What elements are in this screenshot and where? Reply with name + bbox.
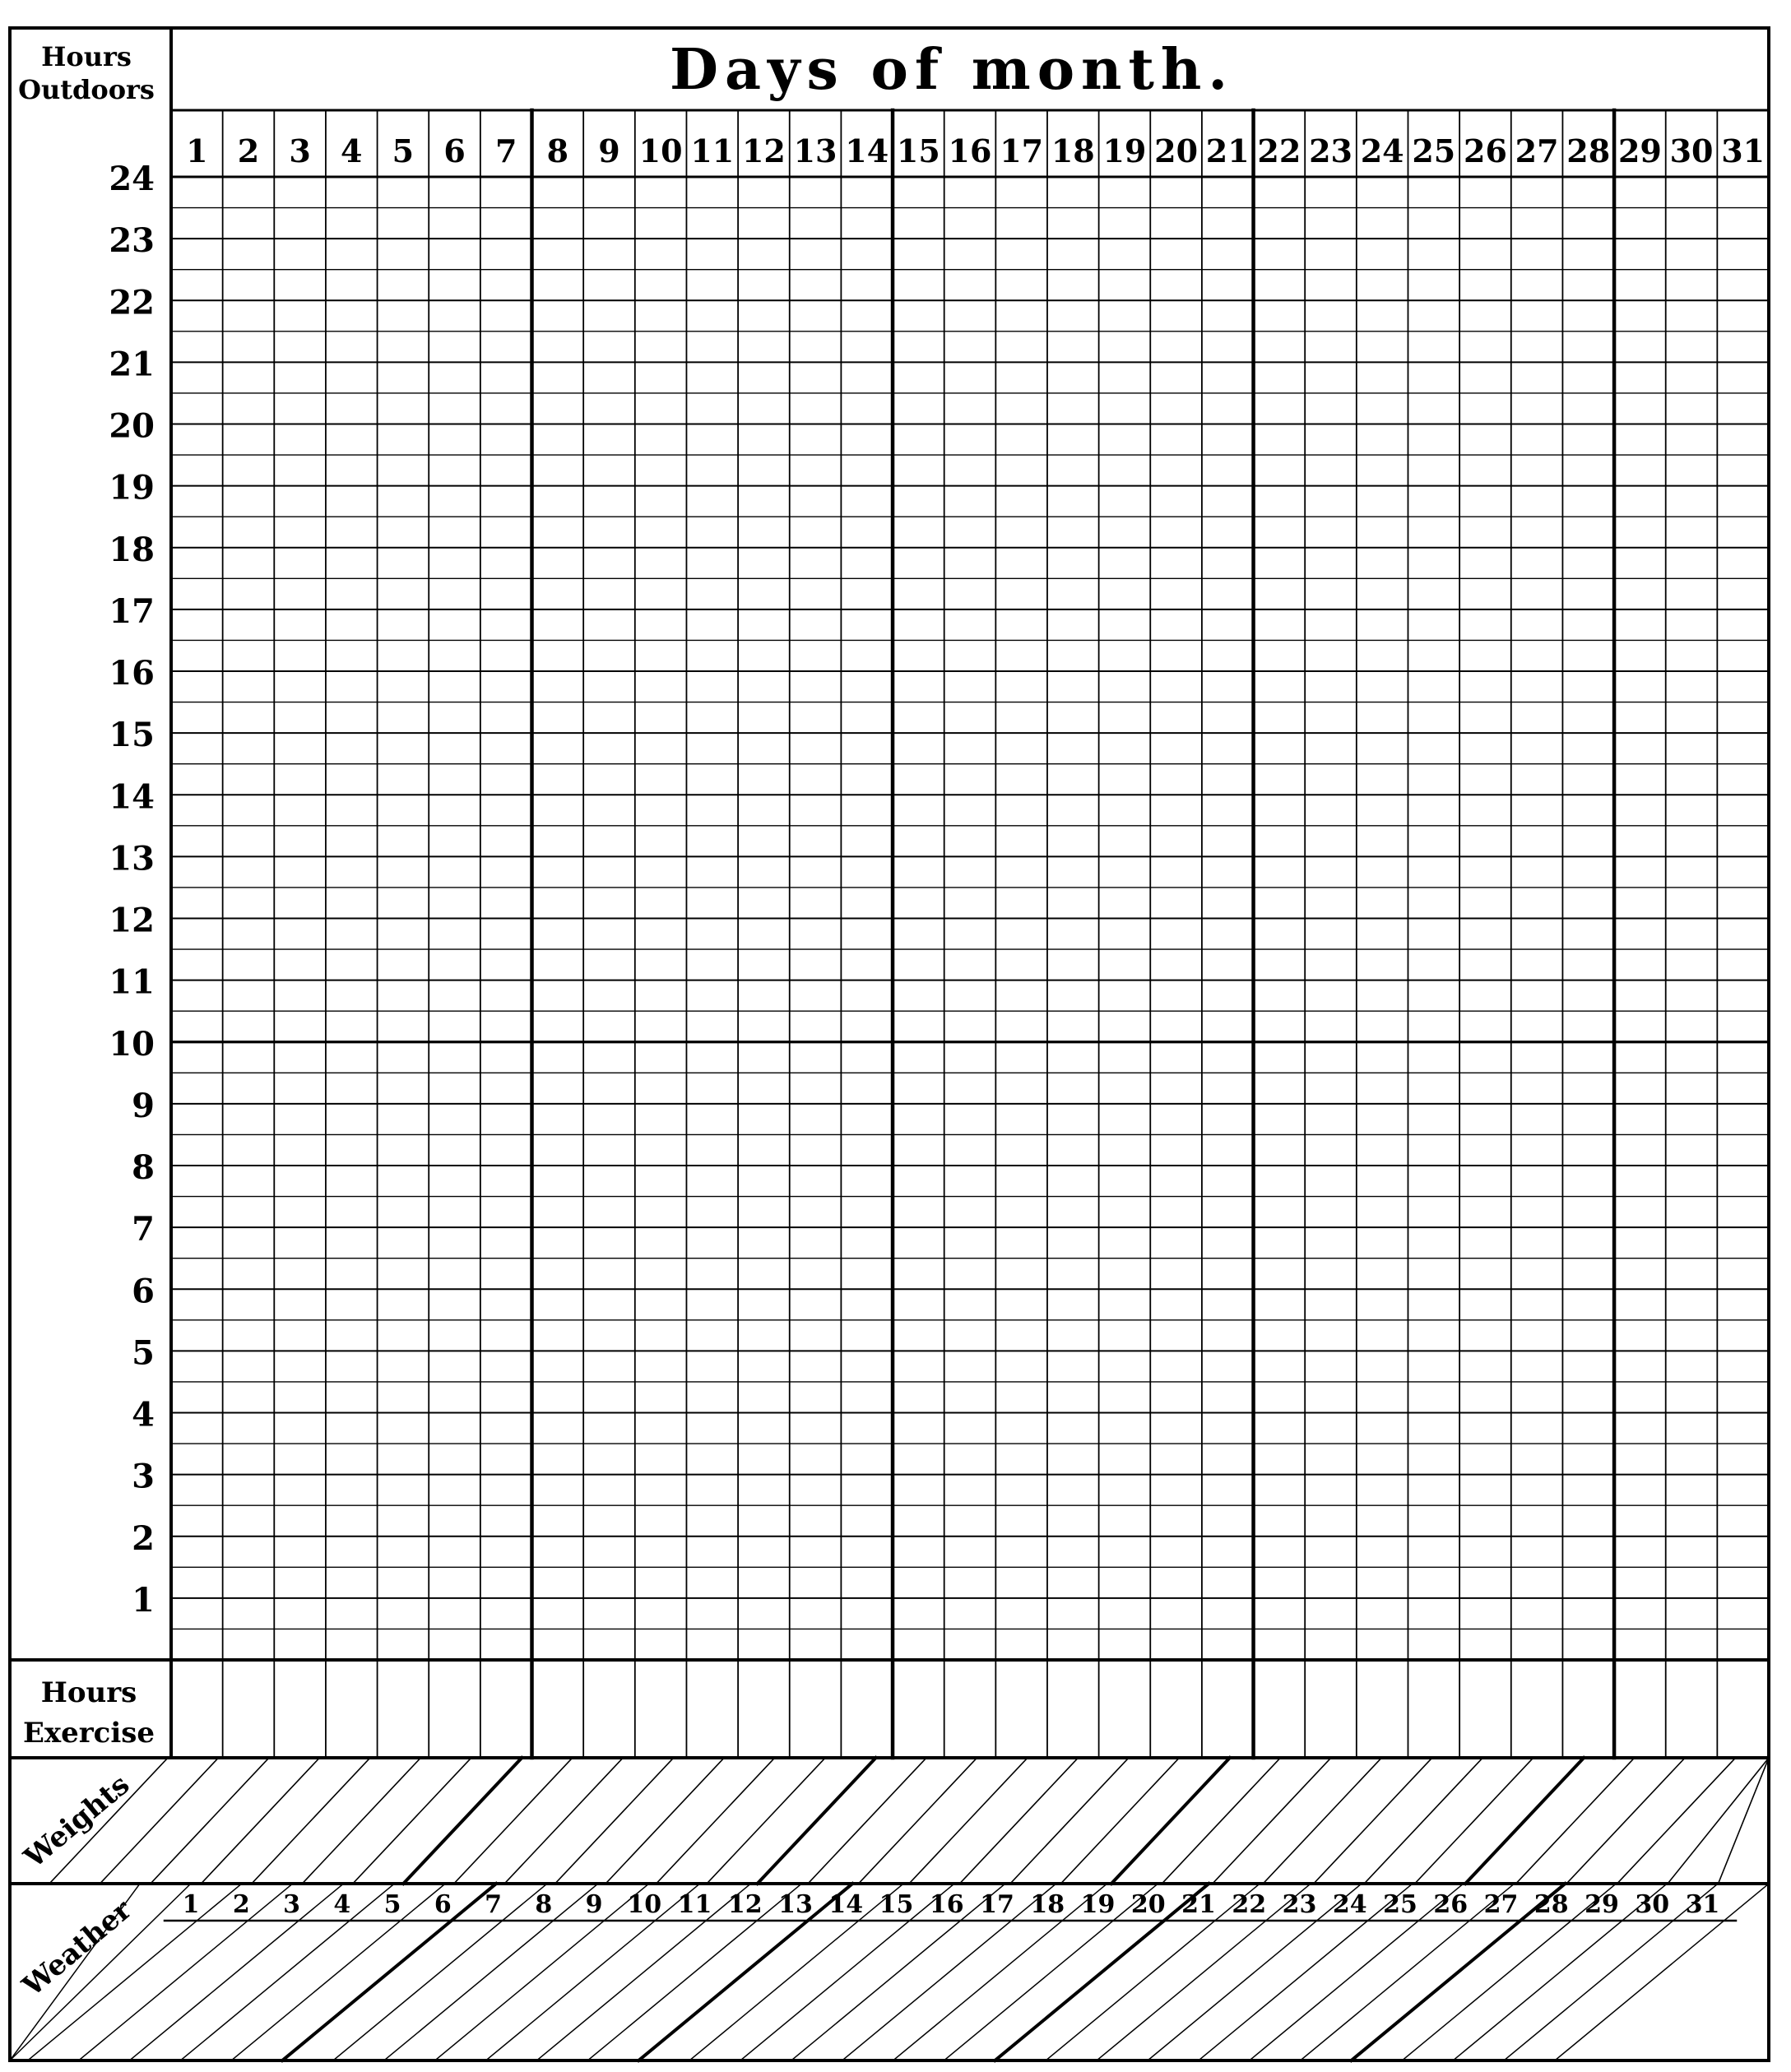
weights-hatch (555, 1758, 674, 1884)
hour-label: 22 (109, 283, 155, 322)
weather-day-label: 20 (1130, 1890, 1166, 1919)
hour-label: 20 (109, 406, 155, 446)
weights-hatch (504, 1758, 623, 1884)
weights-hatch (959, 1758, 1078, 1884)
hour-label: 5 (132, 1333, 155, 1373)
weights-hatch (1111, 1758, 1230, 1884)
weights-hatch (1010, 1758, 1129, 1884)
weather-day-label: 10 (627, 1890, 662, 1919)
weather-day-label: 15 (879, 1890, 914, 1919)
day-number-label: 24 (1360, 132, 1404, 169)
weather-day-label: 21 (1181, 1890, 1216, 1919)
weights-hatch (1415, 1758, 1533, 1884)
day-number-label: 14 (845, 132, 889, 169)
weather-day-label: 26 (1433, 1890, 1469, 1919)
weather-day-label: 11 (677, 1890, 712, 1919)
weather-day-label: 8 (535, 1890, 553, 1919)
hour-label: 18 (109, 530, 155, 569)
hour-label: 10 (109, 1024, 155, 1064)
day-number-label: 16 (948, 132, 992, 169)
page-title: Days of month. (669, 37, 1235, 103)
weights-hatch (1263, 1758, 1381, 1884)
day-number-label: 10 (638, 132, 683, 169)
hour-label: 8 (132, 1148, 155, 1187)
weights-hatch (1516, 1758, 1635, 1884)
exercise-label-exercise: Exercise (22, 1717, 155, 1750)
grid-labels (109, 132, 1765, 1919)
hour-label: 6 (132, 1272, 155, 1311)
day-number-label: 8 (546, 132, 569, 169)
weights-hatch (1719, 1758, 1769, 1884)
day-number-label: 23 (1309, 132, 1353, 169)
weather-day-label: 14 (828, 1890, 864, 1919)
weather-day-label: 6 (434, 1890, 452, 1919)
hour-label: 17 (109, 591, 155, 631)
day-number-label: 29 (1617, 132, 1662, 169)
weights-hatch (1566, 1758, 1685, 1884)
weather-day-label: 24 (1332, 1890, 1367, 1919)
weights-hatch (151, 1758, 269, 1884)
hour-label: 3 (132, 1457, 155, 1496)
weather-day-label: 30 (1635, 1890, 1670, 1919)
weather-day-label: 9 (585, 1890, 603, 1919)
weights-hatch (808, 1758, 926, 1884)
hour-label: 16 (109, 654, 155, 693)
hour-label: 9 (132, 1086, 155, 1125)
weather-day-label: 4 (333, 1890, 351, 1919)
day-number-label: 27 (1515, 132, 1559, 169)
weather-day-label: 13 (778, 1890, 813, 1919)
weather-day-label: 2 (232, 1890, 250, 1919)
hour-label: 21 (109, 345, 155, 384)
weights-hatch (353, 1758, 471, 1884)
weather-day-label: 19 (1080, 1890, 1116, 1919)
weights-hatch (1213, 1758, 1331, 1884)
weather-day-label: 18 (1030, 1890, 1065, 1919)
weights-hatch (302, 1758, 420, 1884)
weights-hatch (1060, 1758, 1179, 1884)
weather-day-label: 7 (485, 1890, 502, 1919)
weather-day-label: 17 (980, 1890, 1014, 1919)
day-number-label: 1 (186, 132, 208, 169)
weather-day-label: 22 (1232, 1890, 1267, 1919)
weights-hatch (201, 1758, 319, 1884)
corner-label-outdoors: Outdoors (18, 74, 155, 105)
day-number-label: 21 (1205, 132, 1250, 169)
day-number-label: 9 (598, 132, 620, 169)
hour-label: 11 (109, 962, 155, 1002)
weights-hatch (252, 1758, 370, 1884)
hour-label: 7 (132, 1210, 155, 1249)
day-number-label: 31 (1721, 132, 1765, 169)
day-number-label: 15 (896, 132, 940, 169)
weather-day-label: 31 (1685, 1890, 1720, 1919)
weather-day-label: 25 (1383, 1890, 1417, 1919)
day-number-label: 17 (1000, 132, 1044, 169)
hour-label: 15 (109, 716, 155, 755)
day-number-label: 12 (741, 132, 786, 169)
hour-label: 1 (132, 1580, 155, 1620)
weather-day-label: 12 (727, 1890, 763, 1919)
day-number-label: 2 (237, 132, 260, 169)
day-number-label: 3 (289, 132, 311, 169)
day-number-label: 11 (690, 132, 735, 169)
hour-label: 12 (109, 901, 155, 940)
grid-lines (10, 28, 1769, 2060)
weights-hatch (454, 1758, 573, 1884)
weather-day-label: 1 (182, 1890, 200, 1919)
day-number-label: 4 (341, 132, 363, 169)
weights-label: Weights (18, 1768, 137, 1875)
corner-label-hours: Hours (41, 41, 132, 72)
weights-hatch (657, 1758, 775, 1884)
weights-hatch (1162, 1758, 1280, 1884)
hour-label: 14 (109, 777, 155, 817)
hour-label: 24 (109, 160, 155, 198)
weights-hatch (403, 1758, 522, 1884)
weights-hatch (707, 1758, 825, 1884)
weather-day-label: 16 (929, 1890, 964, 1919)
day-number-label: 5 (392, 132, 415, 169)
weather-day-label: 28 (1533, 1890, 1569, 1919)
day-number-label: 6 (443, 132, 466, 169)
exercise-label-hours: Hours (40, 1676, 137, 1709)
day-number-label: 18 (1051, 132, 1095, 169)
weather-day-label: 23 (1282, 1890, 1317, 1919)
weights-hatch (1465, 1758, 1584, 1884)
weights-hatch (758, 1758, 876, 1884)
weather-day-label: 3 (283, 1890, 300, 1919)
weather-label: Weather (16, 1894, 138, 2003)
day-number-label: 22 (1257, 132, 1301, 169)
day-number-label: 26 (1464, 132, 1507, 169)
day-number-label: 7 (494, 132, 517, 169)
hour-label: 23 (109, 221, 155, 261)
day-number-label: 19 (1102, 132, 1147, 169)
weather-day-label: 5 (383, 1890, 401, 1919)
hour-label: 19 (109, 468, 155, 508)
weather-day-label: 27 (1483, 1890, 1519, 1919)
hour-label: 4 (132, 1395, 155, 1435)
day-number-label: 25 (1412, 132, 1456, 169)
day-number-label: 30 (1669, 132, 1714, 169)
weights-hatch (859, 1758, 977, 1884)
weights-hatch (606, 1758, 724, 1884)
weather-day-label: 29 (1585, 1890, 1619, 1919)
weights-hatch (909, 1758, 1028, 1884)
weights-hatch (1364, 1758, 1482, 1884)
day-number-label: 20 (1154, 132, 1199, 169)
hour-label: 13 (109, 839, 155, 878)
day-number-label: 13 (793, 132, 838, 169)
weights-hatch (1314, 1758, 1432, 1884)
hour-label: 2 (132, 1518, 155, 1558)
day-number-label: 28 (1566, 132, 1611, 169)
